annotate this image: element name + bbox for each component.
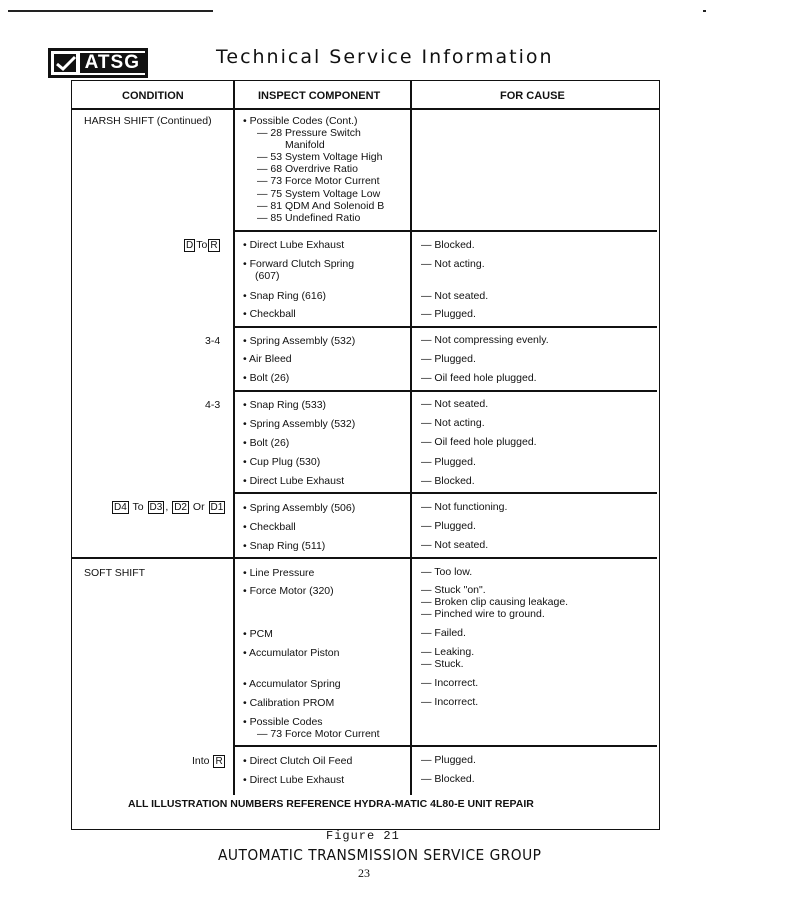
inspect-item: • Checkball — [243, 308, 296, 320]
row-divider — [233, 492, 657, 494]
code-item: — 73 Force Motor Current — [257, 728, 380, 740]
inspect-item: • Direct Lube Exhaust — [243, 239, 345, 251]
inspect-item: • Spring Assembly (532) — [243, 418, 356, 430]
gear-key-d2: D2 — [174, 502, 187, 513]
col-divider-1 — [233, 80, 235, 795]
gear-key-r: R — [210, 240, 218, 251]
col-header-condition: CONDITION — [122, 90, 184, 102]
cause-item: — Not acting. — [421, 258, 485, 270]
gear-key-d4: D4 — [114, 502, 127, 513]
cause-item: — Blocked. — [421, 239, 475, 251]
code-item: — 81 QDM And Solenoid B — [257, 200, 385, 212]
cause-item: — Incorrect. — [421, 696, 479, 708]
inspect-item: • Bolt (26) — [243, 372, 290, 384]
inspect-item: • Snap Ring (533) — [243, 399, 327, 411]
condition-3-4: 3-4 — [205, 335, 221, 347]
figure-caption: Figure 21 — [326, 829, 400, 843]
to-text: To — [196, 239, 208, 251]
inspect-item: • Snap Ring (511) — [243, 540, 326, 552]
inspect-item: • Forward Clutch Spring — [243, 258, 355, 270]
inspect-item: • Direct Lube Exhaust — [243, 774, 345, 786]
cause-item: — Leaking. — [421, 646, 475, 658]
cause-item: — Failed. — [421, 627, 466, 639]
gear-key-d1: D1 — [210, 502, 224, 513]
code-item: — 75 System Voltage Low — [257, 188, 381, 200]
cause-item: — Blocked. — [421, 475, 475, 487]
header-divider — [71, 108, 660, 110]
code-item: — 53 System Voltage High — [257, 151, 383, 163]
into-text: Into — [192, 755, 210, 767]
code-item: — 85 Undefined Ratio — [257, 212, 361, 224]
col-divider-2 — [410, 80, 412, 795]
inspect-item: • Force Motor (320) — [243, 585, 334, 597]
logo-text: ATSG — [80, 53, 145, 73]
condition-d4-d3-d2-d1: D4 To D3 , D2 Or D1 — [114, 501, 224, 513]
inspect-item: • Accumulator Spring — [243, 678, 341, 690]
row-divider — [233, 326, 657, 328]
scan-mark — [703, 10, 706, 12]
table-footnote: ALL ILLUSTRATION NUMBERS REFERENCE HYDRA-MATIC 4L80-E UNIT REPAIR — [128, 798, 534, 810]
page-title: Technical Service Information — [216, 46, 554, 68]
inspect-item: • Accumulator Piston — [243, 647, 340, 659]
inspect-item: • Air Bleed — [243, 353, 292, 365]
condition-harsh-shift: HARSH SHIFT (Continued) — [84, 115, 212, 127]
cause-item: — Blocked. — [421, 773, 475, 785]
cause-item: — Not seated. — [421, 398, 489, 410]
col-header-inspect: INSPECT COMPONENT — [258, 90, 381, 102]
cause-item: — Too low. — [421, 566, 473, 578]
footer-org-name: AUTOMATIC TRANSMISSION SERVICE GROUP — [218, 846, 542, 864]
inspect-item: • Checkball — [243, 521, 296, 533]
code-item: — 73 Force Motor Current — [257, 175, 380, 187]
inspect-item: • Spring Assembly (506) — [243, 502, 356, 514]
code-item: Manifold — [285, 139, 325, 151]
page-number: 23 — [358, 866, 370, 880]
atsg-logo — [48, 48, 148, 78]
cause-item: — Pinched wire to ground. — [421, 608, 545, 620]
cause-item: — Oil feed hole plugged. — [421, 372, 537, 384]
cause-item: — Oil feed hole plugged. — [421, 436, 537, 448]
inspect-item: • Direct Clutch Oil Feed — [243, 755, 353, 767]
gear-key-d: D — [186, 240, 194, 251]
condition-into-r — [192, 755, 226, 768]
row-divider — [233, 745, 657, 747]
cause-item: — Plugged. — [421, 308, 476, 320]
condition-d-to-r — [183, 239, 221, 252]
section-divider — [71, 557, 657, 559]
inspect-item: • Possible Codes — [243, 716, 323, 728]
or-text: Or — [192, 501, 205, 513]
cause-item: — Not acting. — [421, 417, 485, 429]
cause-item: — Not seated. — [421, 539, 489, 551]
cause-item: — Plugged. — [421, 456, 476, 468]
inspect-item: • Spring Assembly (532) — [243, 335, 356, 347]
row-divider — [233, 390, 657, 392]
inspect-item: • Line Pressure — [243, 567, 315, 579]
inspect-item: • Snap Ring (616) — [243, 290, 327, 302]
cause-item: — Plugged. — [421, 520, 476, 532]
cause-item: — Not functioning. — [421, 501, 508, 513]
check-logo-icon — [54, 54, 76, 72]
cause-item: — Stuck "on". — [421, 584, 486, 596]
cause-item: — Stuck. — [421, 658, 464, 670]
col-header-cause: FOR CAUSE — [500, 90, 565, 102]
cause-item: — Not seated. — [421, 290, 489, 302]
inspect-item: • Bolt (26) — [243, 437, 290, 449]
gear-key-d3: D3 — [149, 502, 163, 513]
condition-soft-shift: SOFT SHIFT — [84, 567, 146, 579]
cause-item: — Plugged. — [421, 754, 476, 766]
row-divider — [233, 230, 657, 232]
top-rule — [8, 10, 213, 12]
to-text: To — [132, 501, 144, 513]
inspect-item-cont: (607) — [255, 270, 280, 282]
inspect-item: • Direct Lube Exhaust — [243, 475, 345, 487]
code-item: — 28 Pressure Switch — [257, 127, 361, 139]
cause-item: — Plugged. — [421, 353, 476, 365]
cause-item: — Incorrect. — [421, 677, 479, 689]
code-item: — 68 Overdrive Ratio — [257, 163, 358, 175]
inspect-item: • Cup Plug (530) — [243, 456, 321, 468]
condition-4-3: 4-3 — [205, 399, 221, 411]
cause-item: — Broken clip causing leakage. — [421, 596, 569, 608]
inspect-item: • Calibration PROM — [243, 697, 335, 709]
codes-header: • Possible Codes (Cont.) — [243, 115, 358, 127]
inspect-item: • PCM — [243, 628, 273, 640]
cause-item: — Not compressing evenly. — [421, 334, 549, 346]
gear-key-r: R — [215, 756, 223, 767]
